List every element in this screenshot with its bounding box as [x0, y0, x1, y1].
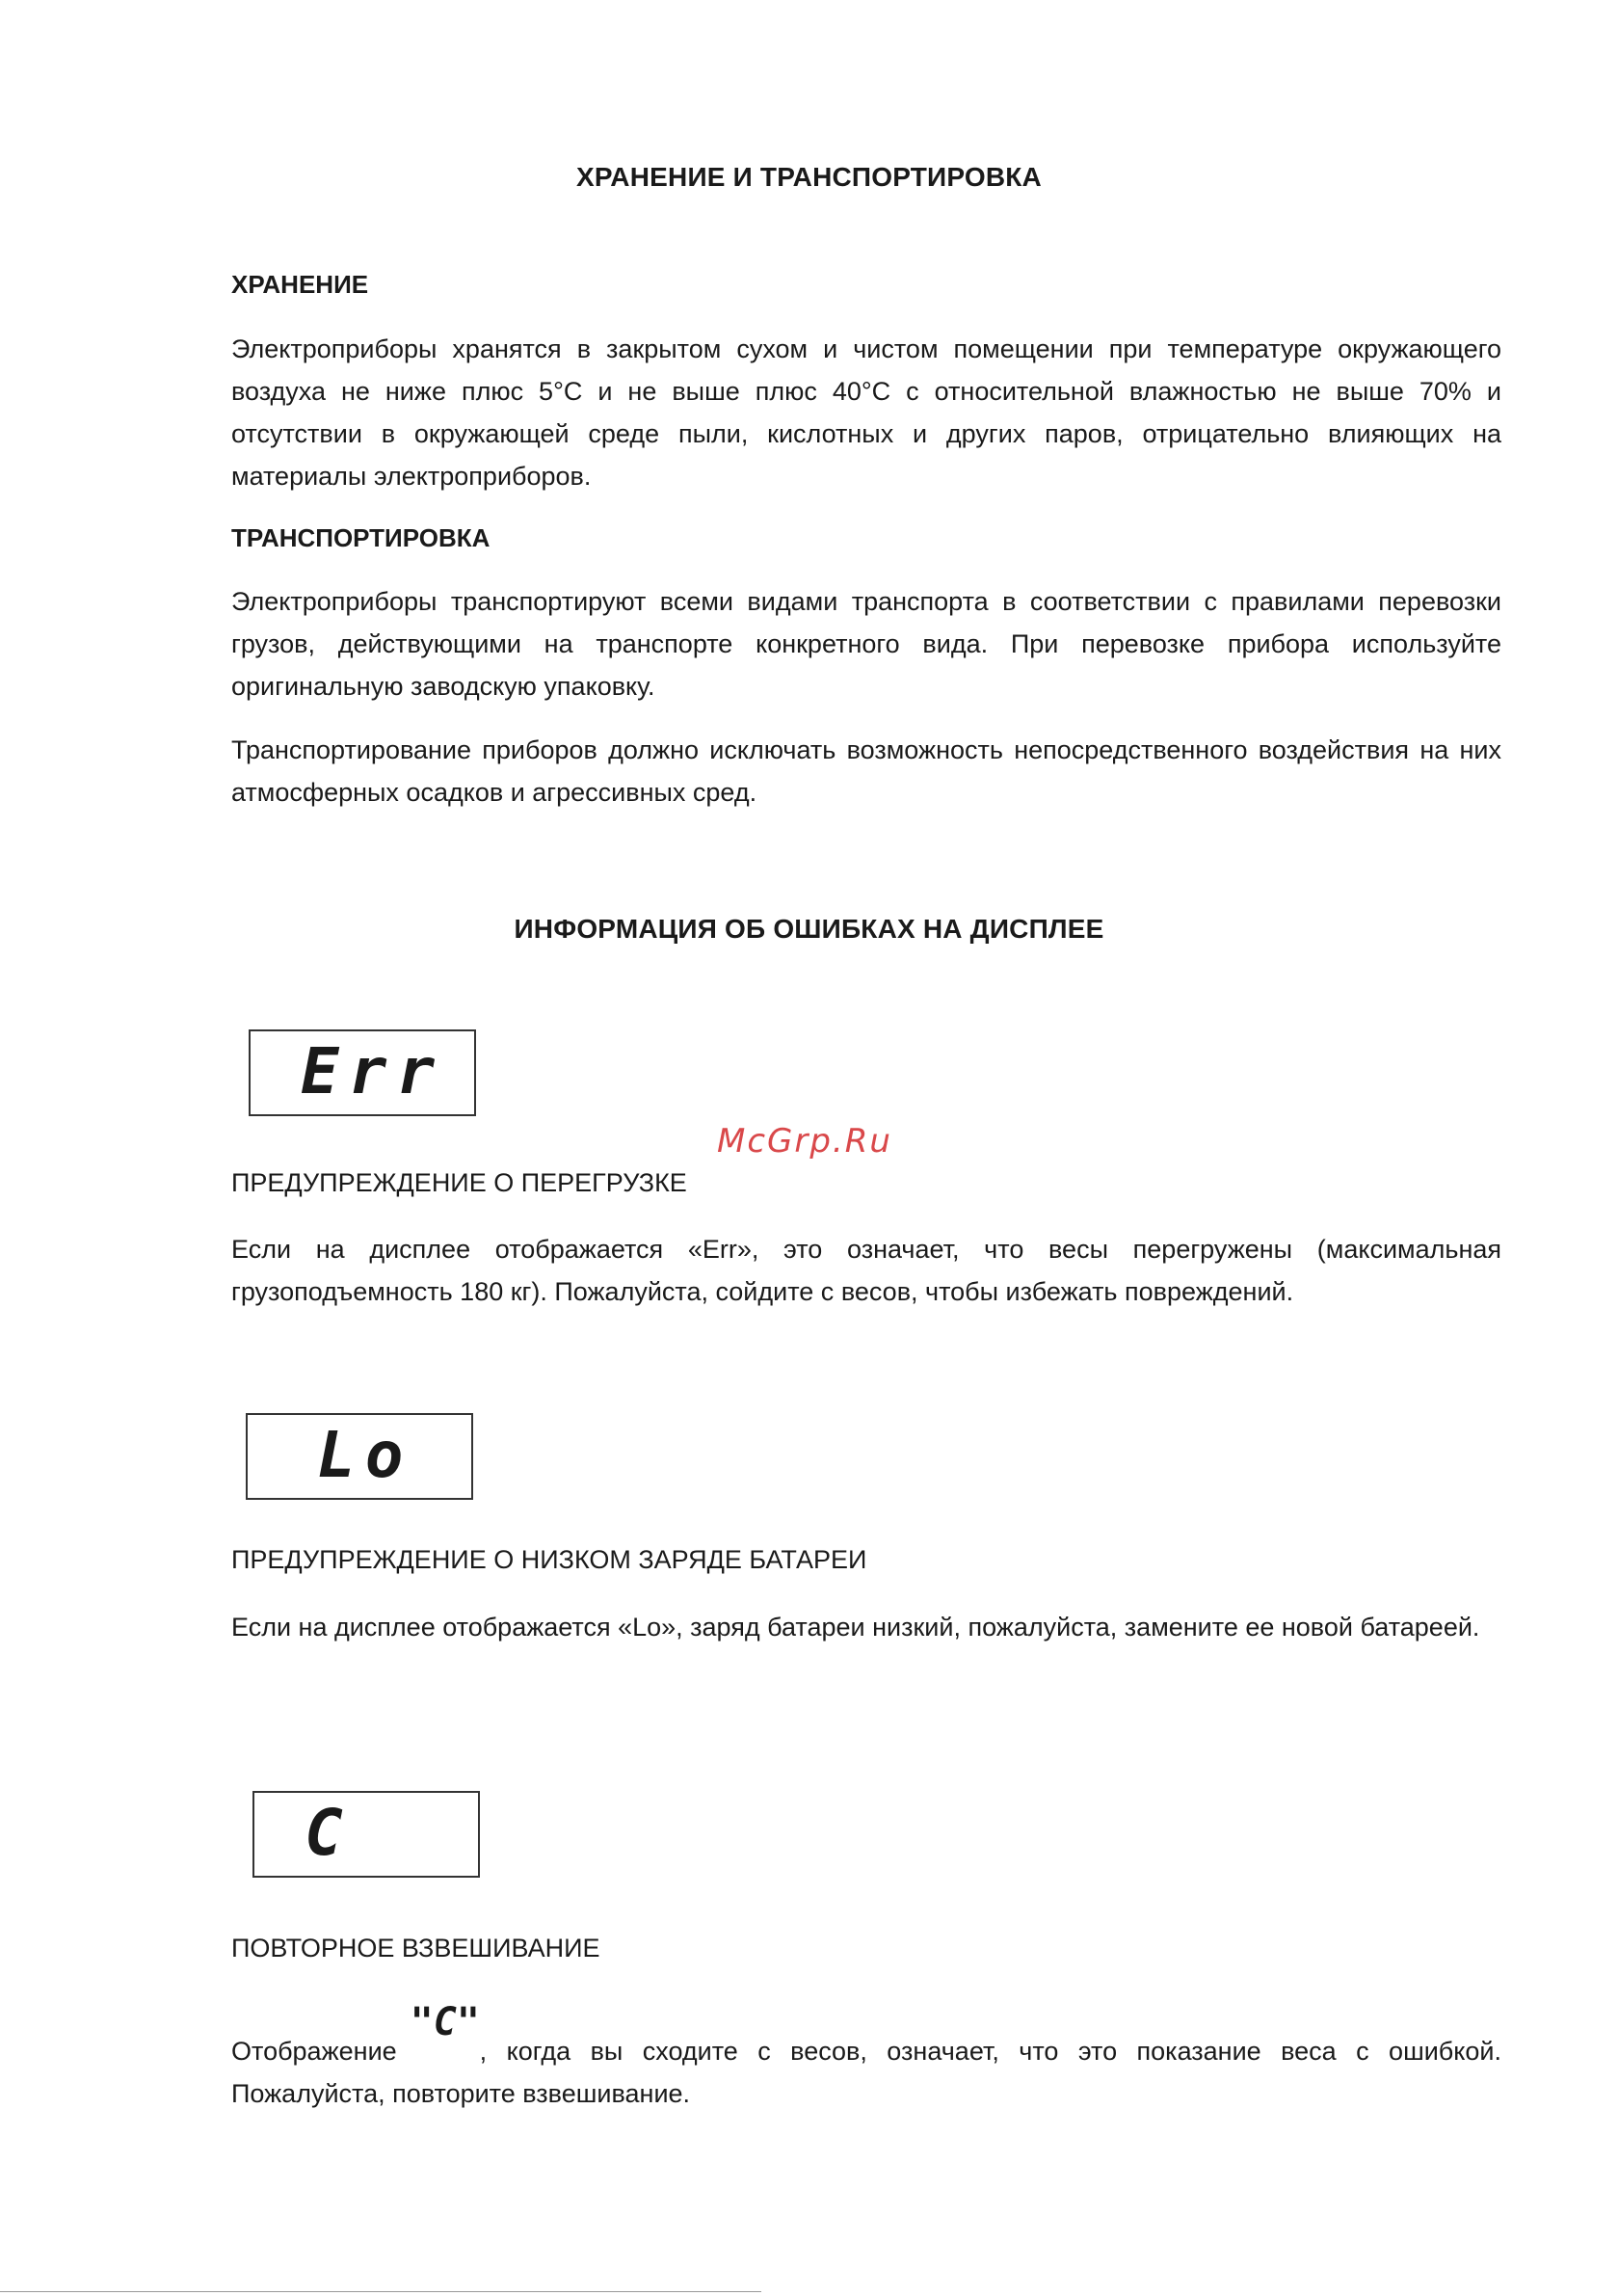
display-c-text: C — [305, 1796, 353, 1870]
low-battery-paragraph: Если на дисплее отображается «Lo», заряд батареи низкий, пожалуйста, замените ее новой батареей. — [231, 1613, 1480, 1642]
reweigh-paragraph — [231, 2000, 1501, 2115]
transport-paragraph-1: Электроприборы транспортируют всеми видами транспорта в соответствии с правилами перевозки грузов, действующими на транспорте конкретного вида. При перевозке прибора используйте оригинальную заводскую упаковку. — [231, 587, 1501, 701]
footer-divider — [0, 2291, 761, 2292]
display-err-text: Err — [301, 1034, 445, 1108]
storage-paragraph: Электроприборы хранятся в закрытом сухом и чистом помещении при температуре окружающего воздуха не ниже плюс 5°С и не выше плюс 40°С с относительной влажностью не выше 70% и отсутствии в окружающей среде пыли, кислотных и других паров, отрицательно влияющих на материалы электроприборов. — [231, 334, 1501, 491]
low-battery-label: ПРЕДУПРЕЖДЕНИЕ О НИЗКОМ ЗАРЯДЕ БАТАРЕИ — [231, 1545, 867, 1574]
section-title-storage-transport: ХРАНЕНИЕ И ТРАНСПОРТИРОВКА — [576, 162, 1042, 192]
section-title-errors: ИНФОРМАЦИЯ ОБ ОШИБКАХ НА ДИСПЛЕЕ — [514, 914, 1104, 944]
overload-label: ПРЕДУПРЕЖДЕНИЕ О ПЕРЕГРУЗКЕ — [231, 1168, 687, 1197]
watermark: McGrp.Ru — [717, 1122, 892, 1161]
storage-heading: ХРАНЕНИЕ — [231, 270, 369, 299]
display-lo-text: Lo — [317, 1418, 413, 1492]
overload-paragraph: Если на дисплее отображается «Err», это означает, что весы перегружены (максимальная грузоподъемность 180 кг). Пожалуйста, сойдите с весов, чтобы избежать повреждений. — [231, 1235, 1501, 1306]
transport-heading: ТРАНСПОРТИРОВКА — [231, 523, 491, 552]
transport-paragraph-2: Транспортирование приборов должно исключать возможность непосредственного воздействия на них атмосферных осадков и агрессивных сред. — [231, 735, 1501, 807]
reweigh-text-after: , когда вы сходите с весов, означает, что это показание веса с ошибкой. Пожалуйста, повторите взвешивание. — [231, 2037, 1501, 2108]
reweigh-label: ПОВТОРНОЕ ВЗВЕШИВАНИЕ — [231, 1934, 600, 1962]
reweigh-text-before: Отображение — [231, 2037, 397, 2066]
display-err-illustration — [249, 1029, 476, 1116]
display-lo-illustration — [246, 1413, 473, 1500]
display-c-illustration — [252, 1791, 480, 1878]
inline-c-symbol: "C" — [410, 2000, 480, 2044]
